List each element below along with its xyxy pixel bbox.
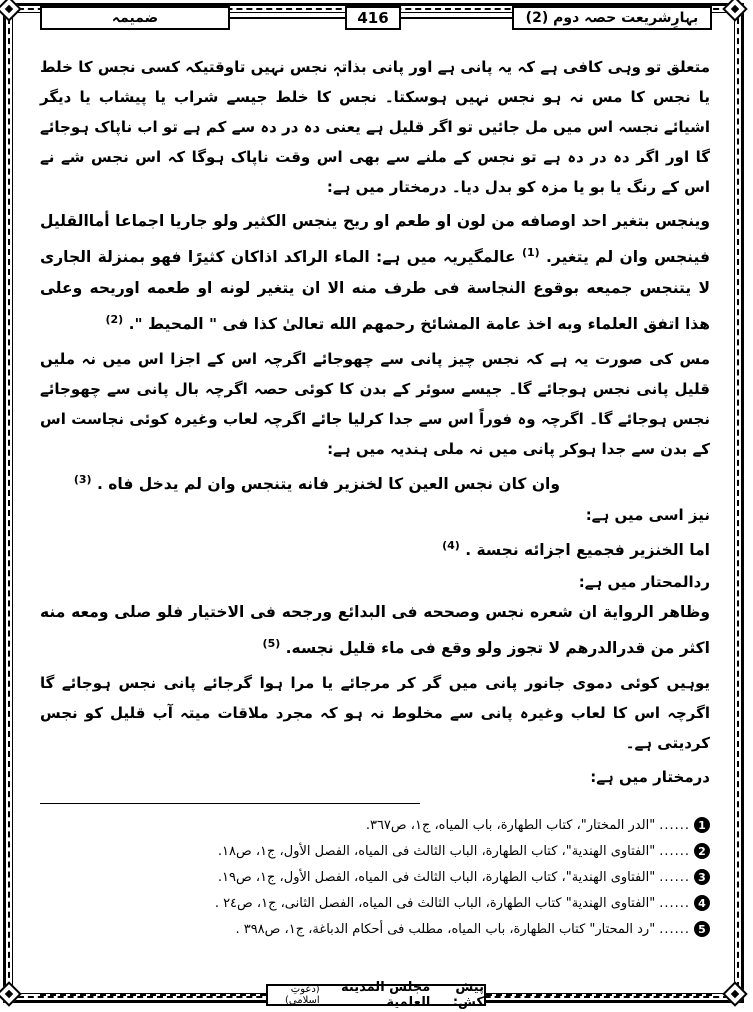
publisher-box [266,980,486,1010]
footnote-ref-5: (5) [262,636,281,650]
publisher-subtitle: (دعوتِ اسلامی) [284,984,320,1006]
footnote-text: "الفتاوی الهندیة"، کتاب الطهارة، الباب الثالث فی المیاه، الفصل الأول، ج۱، ص۱۹. [217,869,656,885]
footnotes [40,812,710,942]
arabic-quote-3 [40,464,710,500]
page-number: 416 [345,6,401,30]
footnote-number-badge: 5 [694,921,710,937]
footnote-number-badge: 3 [694,869,710,885]
publisher-name: مجلس المدینة العلمیة [341,980,431,1010]
arabic-quote-3-text: وان کان نجس العین کا لخنزیر فانه یتنجس وان لم یدخل فاه . [97,475,560,494]
arabic-quote-4-text: اما الخنزیر فجمیع اجزائه نجسة . [465,541,710,560]
arabic-quote-2-text: الماء الراکد اذاکان کثیرًا فهو بمنزلة الجاری لا یتنجس جمیعه بوقوع النجاسة فی طرف منه الا ان یتغیر لونه او طعمه اوریحه وعلی هذا اتفق العلماء وبه اخذ عامة المشائخ رحمهم الله تعالیٰ کذا فی " المحیط ". [40,248,710,334]
presented-by-label: پیش کش: [452,980,484,1010]
footnote-ref-2: (2) [105,313,124,327]
footnote-ref-3: (3) [73,473,92,487]
book-title: بہارِشریعت حصہ دوم (2) [512,6,712,30]
footnote-dots: ...... [659,921,690,937]
footnote-ref-1: (1) [521,246,540,259]
footnote-text: "الدر المختار"، کتاب الطهارة، باب المیاه، ج۱، ص۳٦٧. [365,817,656,833]
paragraph-3: نیز اسی میں ہے: [585,506,710,525]
page-footer [40,980,712,1010]
footnote-ref-4: (4) [442,539,460,553]
footnote-number-badge: 1 [694,817,710,833]
footnote-3 [40,864,710,890]
footnote-text: "رد المحتار" کتاب الطهارة، باب المیاه، مطلب فی أحکام الدباغة، ج۱، ص۳۹۸ . [235,921,656,937]
paragraph-6: درمختار میں ہے: [590,767,710,786]
footnote-1 [40,812,710,838]
page-header [40,6,712,32]
footnote-dots: ...... [659,895,690,911]
header-rule-left [230,17,345,19]
footer-rule-right [486,994,712,996]
footnote-number-badge: 2 [694,843,710,859]
footer-rule-left [40,994,266,996]
alamgiri-lead: عالمگیریہ میں ہے: [376,248,516,267]
page-body [40,52,710,792]
footnote-4 [40,890,710,916]
footnote-divider [40,803,420,804]
footnote-dots: ...... [659,843,690,859]
footnote-dots: ...... [659,869,690,885]
paragraph-2: مس کی صورت یہ ہے کہ نجس چیز پانی سے چھوجائے اگرچہ اس کے اجزا اس میں نہ ملیں قلیل پانی نجس ہوجائے گا۔ جیسے سوئر کے بدن کا کوئی حصہ اگرچہ بال پانی سے چھوجائے نجس ہوجائے گا۔ اگرچہ وہ فوراً اس سے جدا کرلیا جائے اگرچہ لعاب وغیرہ کوئی نجاست اس کے بدن سے جدا ہوکر پانی میں نہ ملی ہندیہ میں ہے: [40,350,710,459]
paragraph-4: ردالمحتار میں ہے: [578,572,710,591]
arabic-quote-4 [40,530,710,566]
paragraph-5: یوہیں کوئی دموی جانور پانی میں گر کر مرجائے یا مرا ہوا گرجائے پانی نجس ہوجائے گا اگرچہ اس کا لعاب وغیرہ پانی سے مخلوط نہ ہو کہ مجرد ملاقات میتہ آب قلیل کو نجس کردیتی ہے۔ [40,673,710,752]
arabic-quote-1 [40,206,710,340]
footnote-text: "الفتاوی الهندیة" کتاب الطهارة، الباب الثالث فی المیاه، الفصل الثانی، ج۱، ص۲٤ . [214,895,656,911]
paragraph-1: متعلق تو وہی کافی ہے کہ یہ پانی ہے اور پانی بذاتہٖ نجس نہیں تاوقتیکہ کسی نجس کا خلط یا نجس کا مس نہ ہو نجس نہیں ہوسکتا۔ نجس کا خلط جیسے شراب یا پیشاب یا دیگر اشیائے نجسہ اس میں مل جائیں تو اگر قلیل ہے یعنی دہ در دہ سے کم ہے تو اب ناپاک ہوجائے گا اور اگر دہ در دہ ہے تو نجس کے ملنے سے بھی اس وقت ناپاک ہوگا کہ اس نجس شے نے اس کے رنگ یا بو یا مزہ کو بدل دیا۔ درمختار میں ہے: [40,58,710,196]
footnote-5 [40,916,710,942]
footnote-dots: ...... [659,817,690,833]
arabic-quote-5 [40,597,710,664]
arabic-quote-1-text: وینجس بتغیر احد اوصافه من لون او طعم او ریح ینجس الکثیر ولو جاریا اجماعا أماالقلیل فینجس وان لم یتغیر. [40,212,710,267]
section-title: ضمیمہ [40,6,230,30]
header-rule-right [401,17,512,19]
footnote-2 [40,838,710,864]
arabic-quote-5-text: وظاهر الروایة ان شعره نجس وصححه فی البدائع ورجحه فی الاختیار فلو صلی ومعه منه اکثر من قدرالدرهم لا تجوز ولو وقع فی ماء قلیل نجسه. [40,602,710,657]
footnote-text: "الفتاوی الهندیة"، کتاب الطهارة، الباب الثالث فی المیاه، الفصل الأول، ج۱، ص۱۸. [217,843,656,859]
footnote-number-badge: 4 [694,895,710,911]
